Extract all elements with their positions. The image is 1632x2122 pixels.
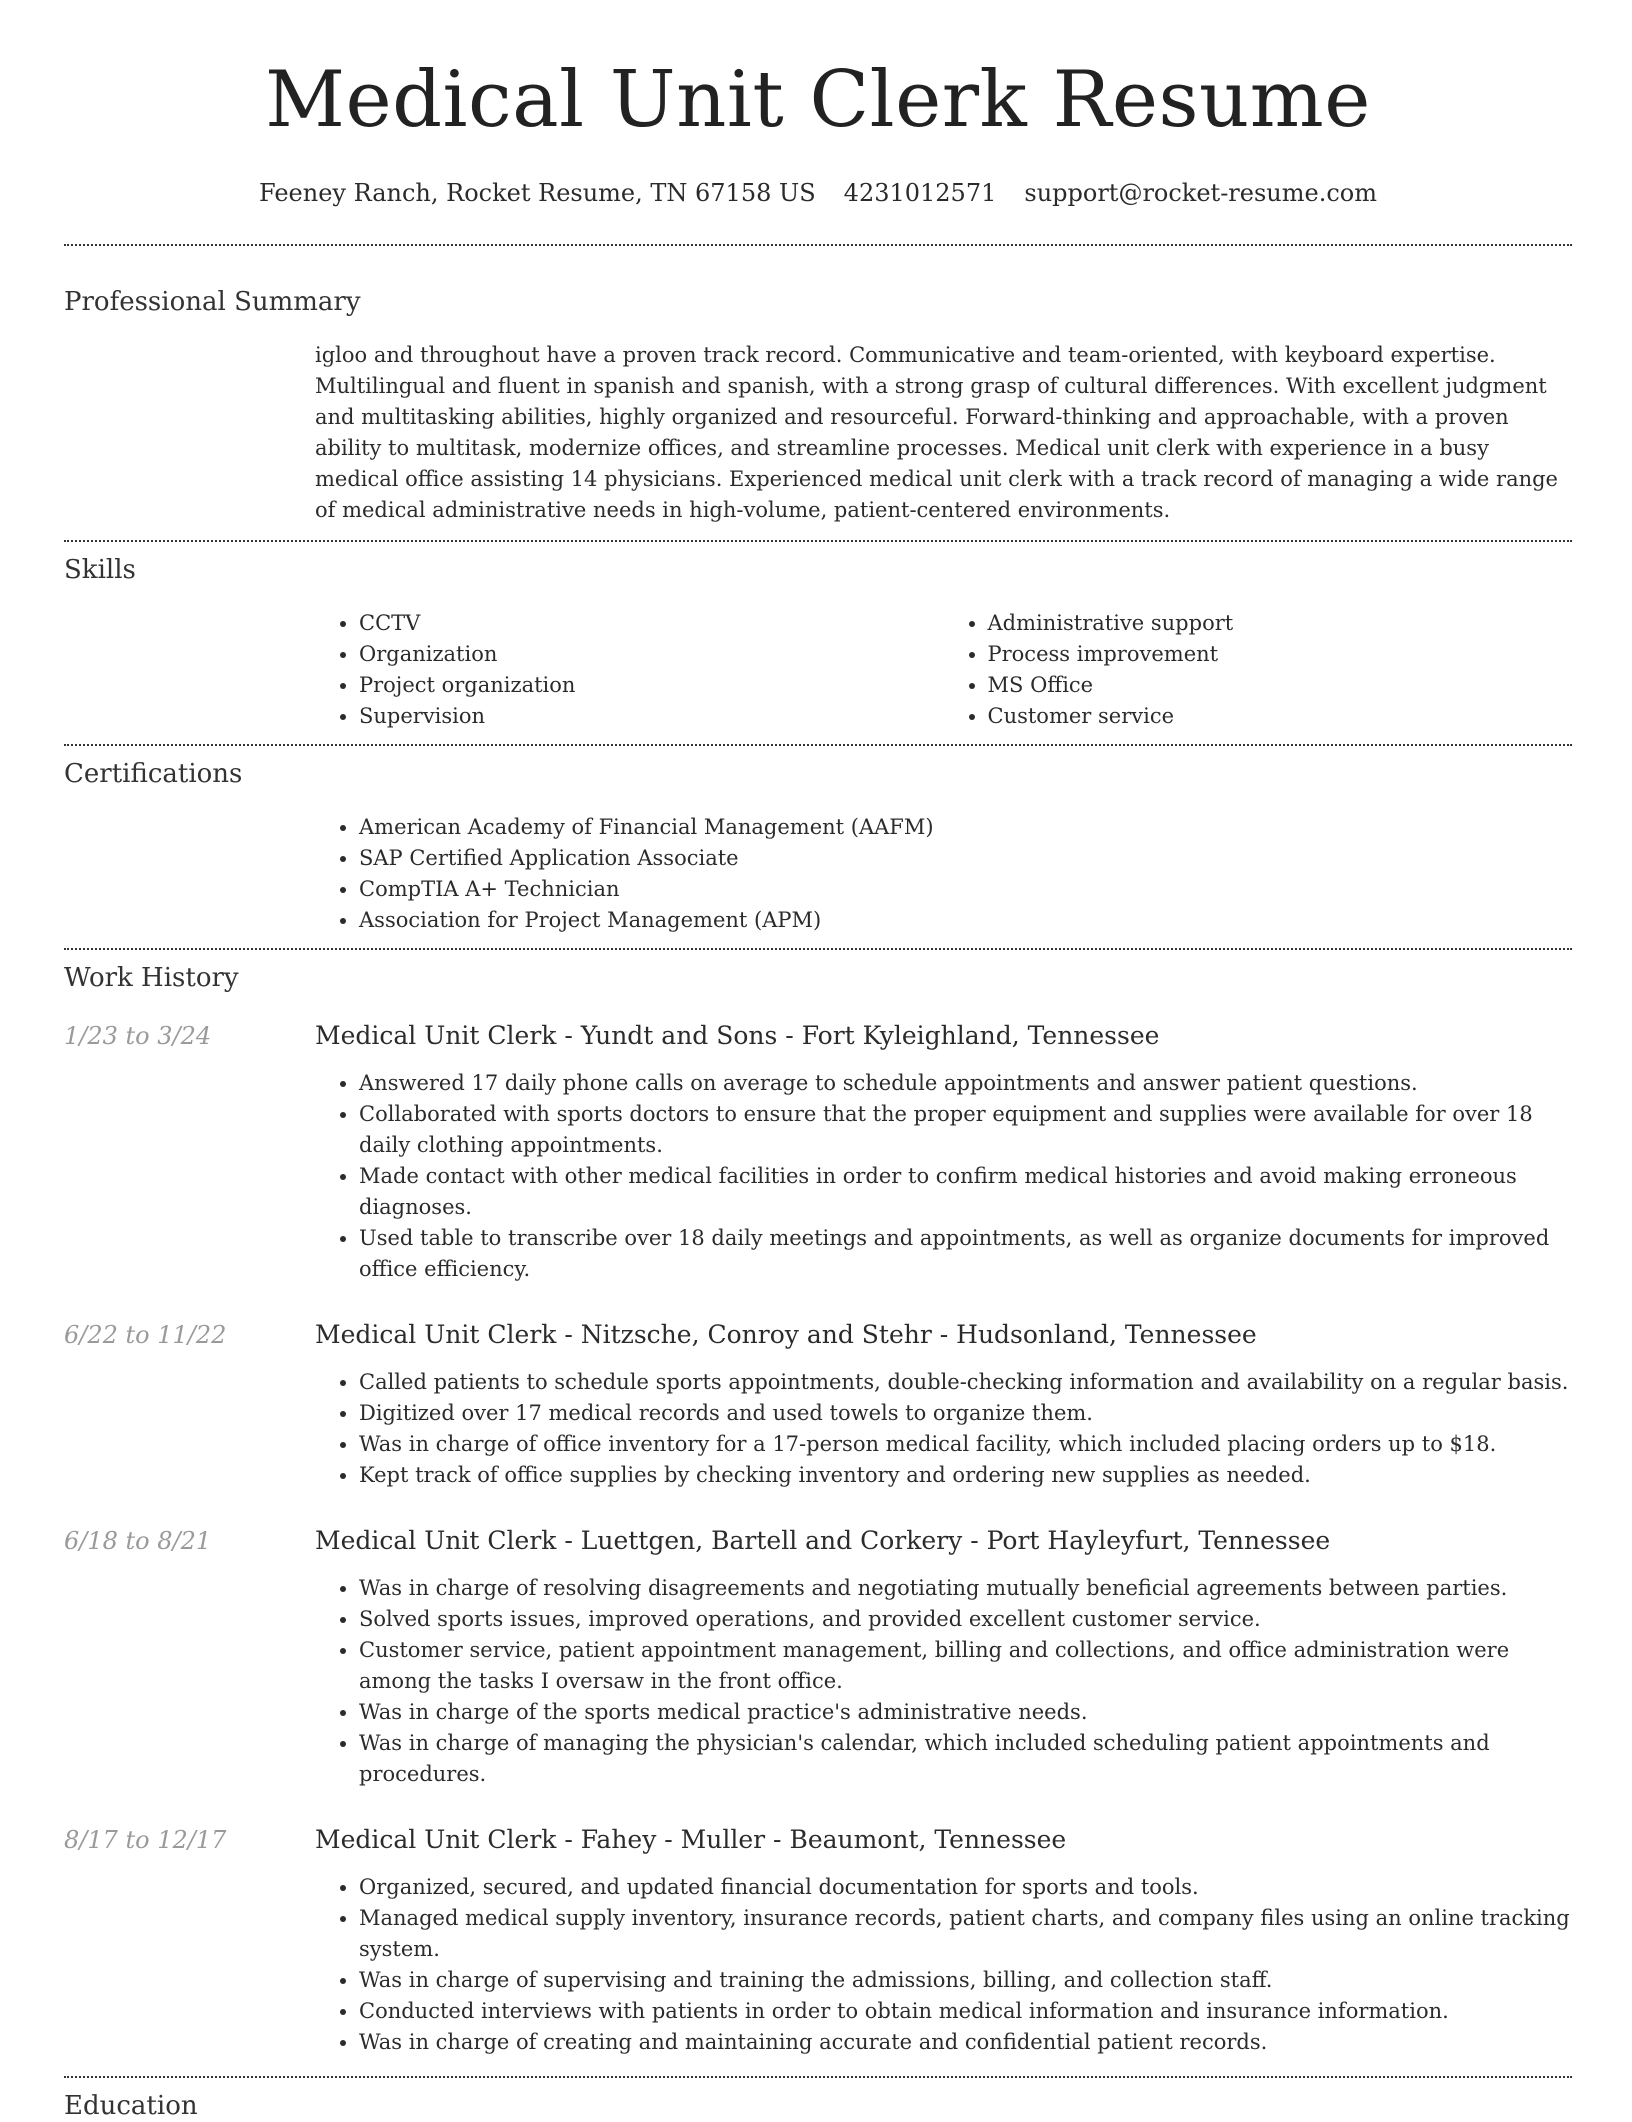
job-bullet: • Was in charge of supervising and training the admissions, billing, and collection staff. — [359, 1965, 1572, 1996]
skill-item: • CCTV — [359, 608, 944, 639]
job-bullet: • Was in charge of office inventory for a 17-person medical facility, which included placing orders up to $18. — [359, 1429, 1572, 1460]
skill-item: • Project organization — [359, 670, 944, 701]
skill-item: • MS Office — [988, 670, 1573, 701]
job-bullet: • Conducted interviews with patients in order to obtain medical information and insurance information. — [359, 1996, 1572, 2027]
skill-item: • Process improvement — [988, 639, 1573, 670]
job-entry — [64, 1824, 1572, 2058]
job-bullets — [315, 1367, 1572, 1491]
job-entry — [64, 1319, 1572, 1491]
work-history-heading: Work History — [64, 963, 239, 993]
job-bullet: • Was in charge of creating and maintaining accurate and confidential patient records. — [359, 2027, 1572, 2058]
job-bullet: • Digitized over 17 medical records and used towels to organize them. — [359, 1398, 1572, 1429]
skill-item: • Administrative support — [988, 608, 1573, 639]
job-entry — [64, 1525, 1572, 1790]
job-bullets — [315, 1068, 1572, 1285]
contact-phone: 4231012571 — [843, 179, 997, 207]
job-bullet: • Solved sports issues, improved operations, and provided excellent customer service. — [359, 1604, 1572, 1635]
job-entry — [64, 1020, 1572, 1285]
job-bullet: • Was in charge of managing the physician's calendar, which included scheduling patient appointments and procedures. — [359, 1728, 1572, 1790]
job-bullet: • Called patients to schedule sports appointments, double-checking information and availability on a regular basis. — [359, 1367, 1572, 1398]
summary-text: igloo and throughout have a proven track record. Communicative and team-oriented, with keyboard expertise. Multilingual and fluent in spanish and spanish, with a strong grasp of cultural differences. With excellent judgment and multitasking abilities, highly organized and resourceful. Forward-thinking and approachable, with a proven ability to multitask, modernize offices, and streamline processes. Medical unit clerk with experience in a busy medical office assisting 14 physicians. Experienced medical unit clerk with a track record of managing a wide range of medical administrative needs in high-volume, patient-centered environments. — [315, 343, 1558, 522]
skills-column-right — [944, 608, 1573, 732]
certification-item: • American Academy of Financial Management (AAFM) — [359, 812, 1572, 843]
job-dates: 6/18 to 8/21 — [64, 1527, 212, 1555]
section-divider — [64, 2076, 1572, 2078]
job-bullets — [315, 1872, 1572, 2058]
summary-heading: Professional Summary — [64, 287, 361, 317]
certifications-list — [315, 812, 1572, 936]
section-divider — [64, 744, 1572, 746]
certifications-heading: Certifications — [64, 759, 243, 789]
certification-item: • CompTIA A+ Technician — [359, 874, 1572, 905]
job-title: Medical Unit Clerk - Nitzsche, Conroy and Stehr - Hudsonland, Tennessee — [315, 1320, 1257, 1349]
skill-item: • Supervision — [359, 701, 944, 732]
section-divider — [64, 244, 1572, 246]
skills-column-left — [315, 608, 944, 732]
job-bullet: • Kept track of office supplies by checking inventory and ordering new supplies as needed. — [359, 1460, 1572, 1491]
skill-item: • Organization — [359, 639, 944, 670]
skill-item: • Customer service — [988, 701, 1573, 732]
job-dates: 1/23 to 3/24 — [64, 1022, 212, 1050]
job-bullet: • Was in charge of the sports medical practice's administrative needs. — [359, 1697, 1572, 1728]
job-dates: 6/22 to 11/22 — [64, 1321, 227, 1349]
certification-item: • Association for Project Management (APM) — [359, 905, 1572, 936]
job-bullet: • Made contact with other medical facilities in order to confirm medical histories and avoid making erroneous diagnoses. — [359, 1161, 1572, 1223]
skills-list — [315, 608, 1572, 732]
skills-heading: Skills — [64, 555, 136, 585]
job-dates: 8/17 to 12/17 — [64, 1826, 227, 1854]
certification-item: • SAP Certified Application Associate — [359, 843, 1572, 874]
section-divider — [64, 540, 1572, 542]
job-title: Medical Unit Clerk - Yundt and Sons - Fort Kyleighland, Tennessee — [315, 1021, 1160, 1050]
section-divider — [64, 948, 1572, 950]
contact-address: Feeney Ranch, Rocket Resume, TN 67158 US — [259, 179, 816, 207]
job-title: Medical Unit Clerk - Fahey - Muller - Beaumont, Tennessee — [315, 1825, 1067, 1854]
resume-page — [64, 0, 1572, 2122]
contact-email[interactable]: support@rocket-resume.com — [1024, 179, 1377, 207]
job-bullets — [315, 1573, 1572, 1790]
job-bullet: • Collaborated with sports doctors to ensure that the proper equipment and supplies were available for over 18 daily clothing appointments. — [359, 1099, 1572, 1161]
resume-title: Medical Unit Clerk Resume — [265, 55, 1371, 145]
contact-line — [64, 178, 1572, 208]
job-bullet: • Answered 17 daily phone calls on average to schedule appointments and answer patient questions. — [359, 1068, 1572, 1099]
job-bullet: • Organized, secured, and updated financial documentation for sports and tools. — [359, 1872, 1572, 1903]
education-heading: Education — [64, 2091, 198, 2121]
job-title: Medical Unit Clerk - Luettgen, Bartell and Corkery - Port Hayleyfurt, Tennessee — [315, 1526, 1331, 1555]
job-bullet: • Used table to transcribe over 18 daily meetings and appointments, as well as organize documents for improved office efficiency. — [359, 1223, 1572, 1285]
job-bullet: • Customer service, patient appointment management, billing and collections, and office administration were among the tasks I oversaw in the front office. — [359, 1635, 1572, 1697]
job-bullet: • Was in charge of resolving disagreements and negotiating mutually beneficial agreements between parties. — [359, 1573, 1572, 1604]
job-bullet: • Managed medical supply inventory, insurance records, patient charts, and company files using an online tracking system. — [359, 1903, 1572, 1965]
